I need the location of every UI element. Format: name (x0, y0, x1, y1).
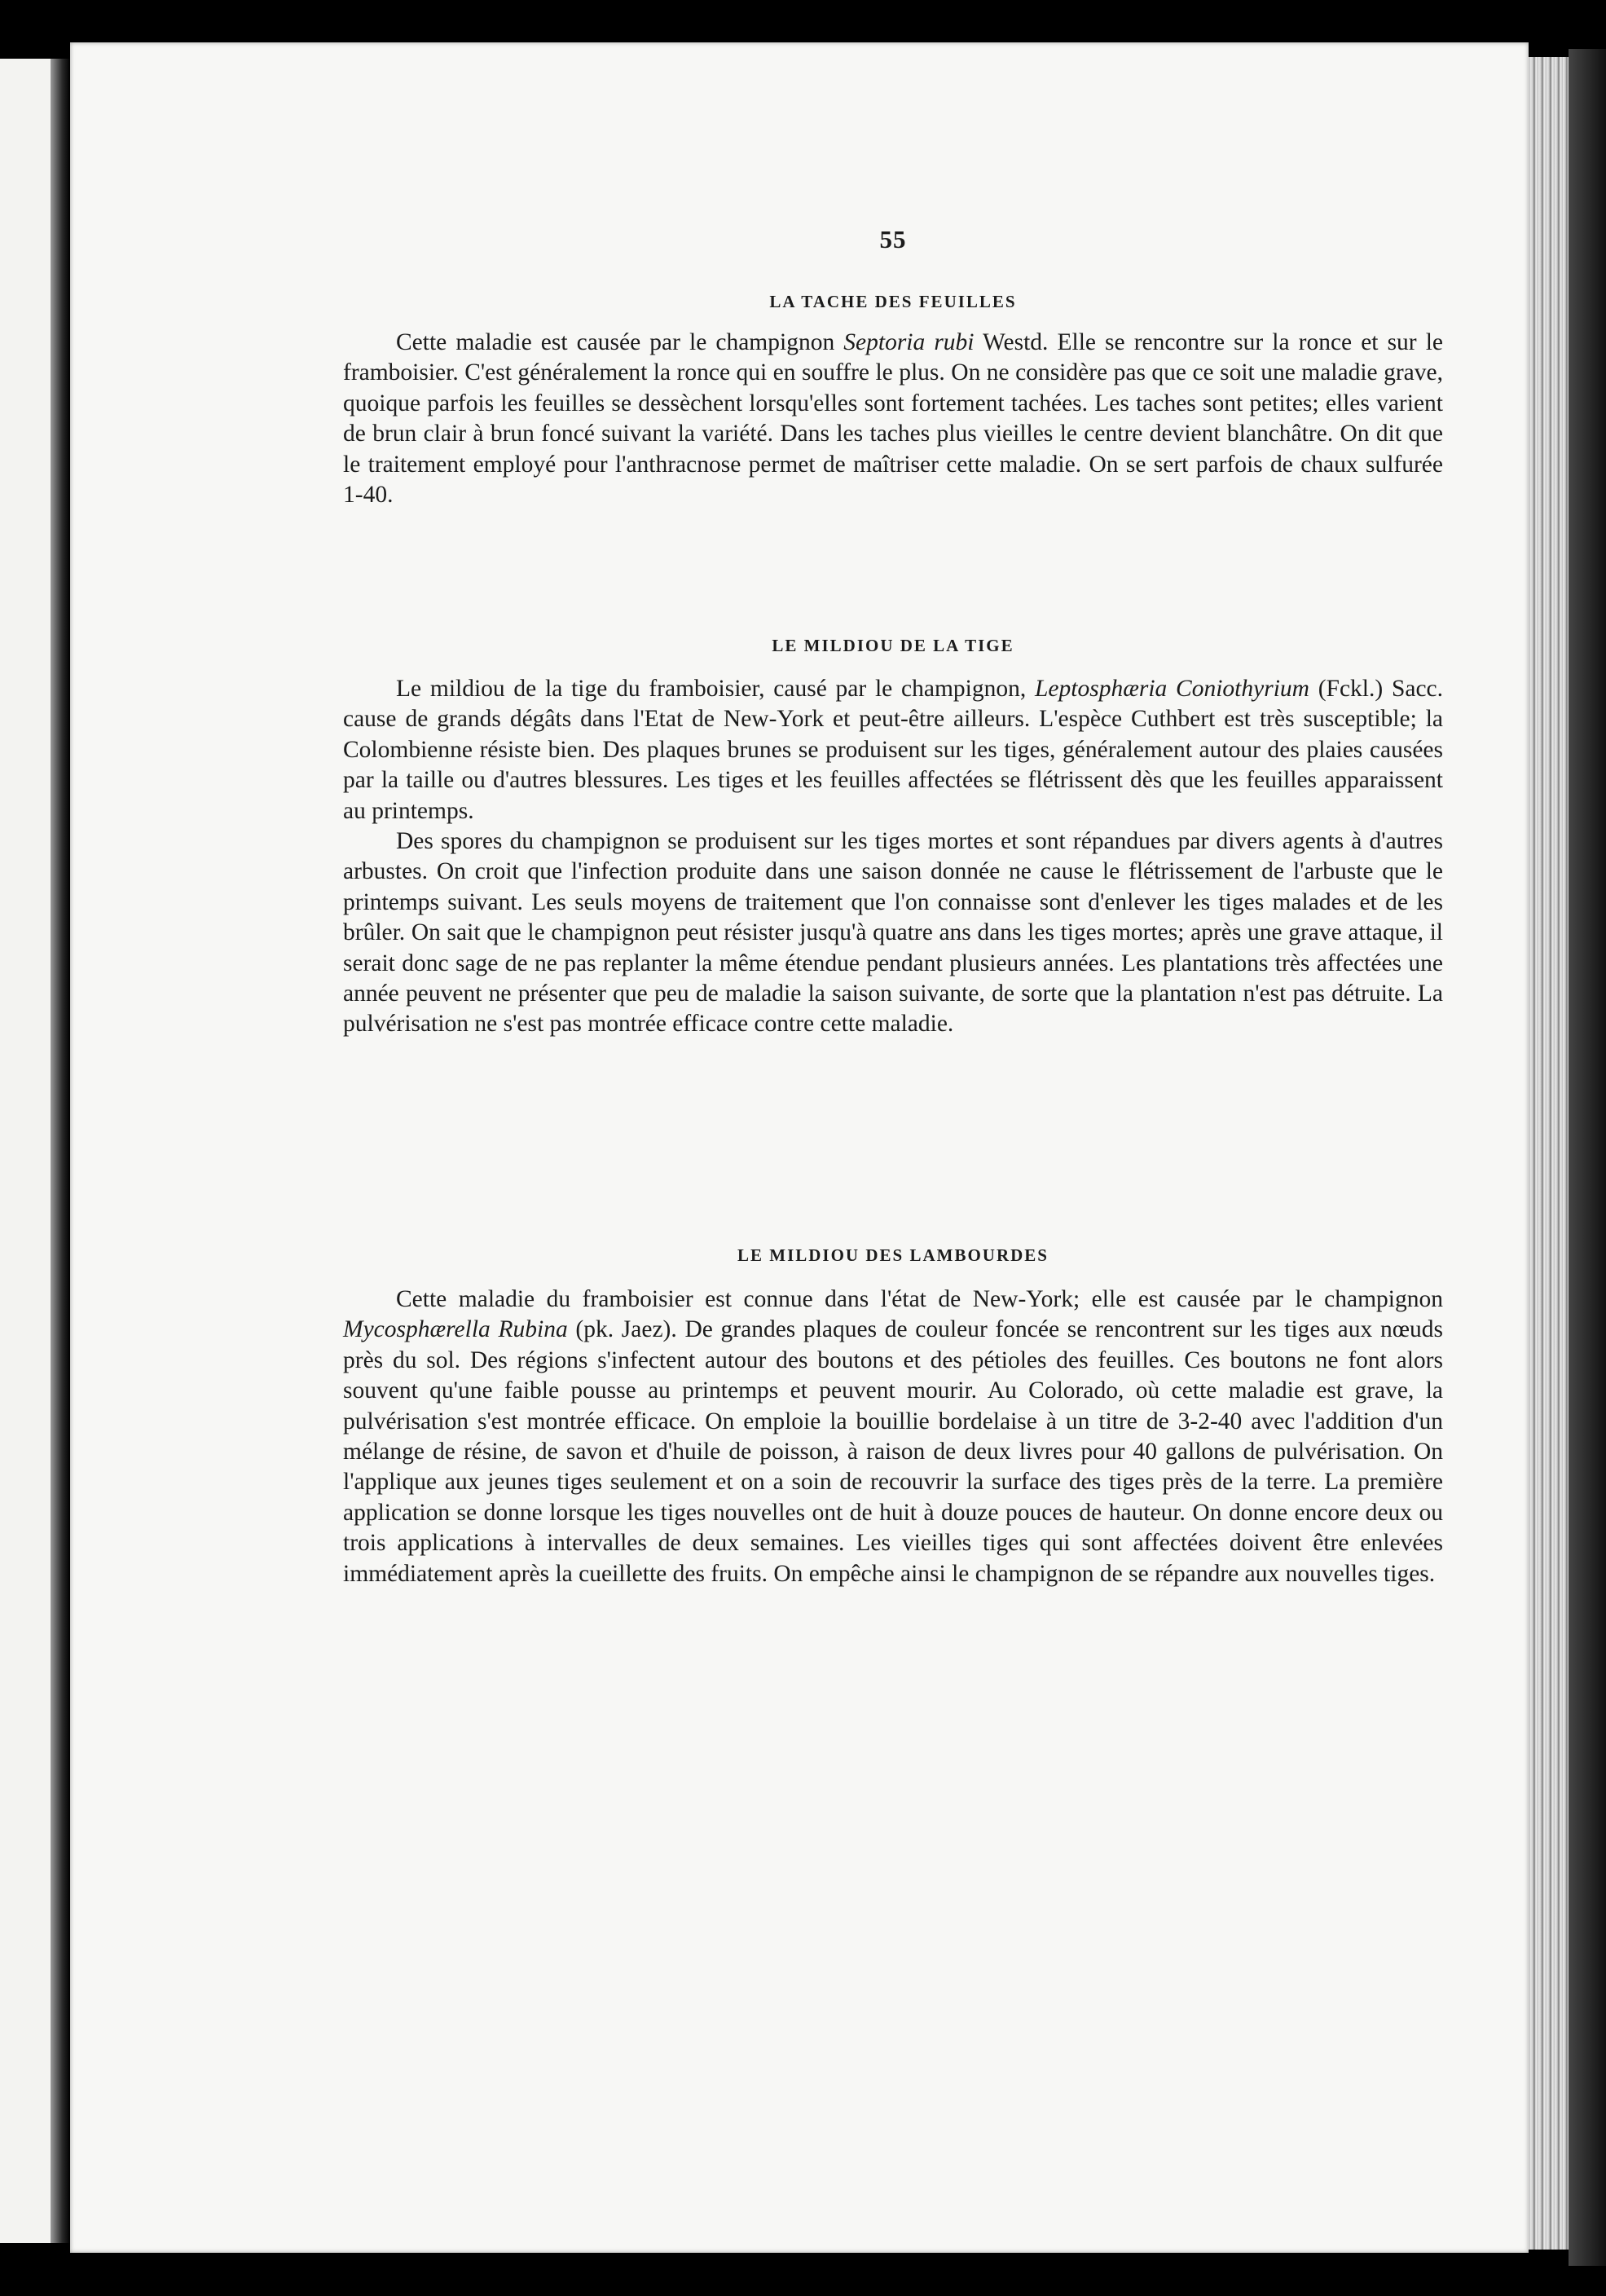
section-body-mildiou-lambourdes (343, 1285, 1443, 1589)
paragraph-text: Cette maladie du framboisier est connue dans l'état de New-York; elle est causée par le champignon (396, 1286, 1443, 1312)
paragraph-text: (pk. Jaez). De grandes plaques de couleur foncée se rencontrent sur les tiges aux nœuds près du sol. Des régions s'infectent autour des boutons et des pétioles des feuilles. Ces boutons ne font alors souvent qu'une faible pousse au printemps et peuvent mourir. Au Colorado, où cette maladie est grave, la pulvérisation s'est montrée efficace. On emploie la bouillie bordelaise à un titre de 3-2-40 avec l'addition d'un mélange de résine, de savon et d'huile de poisson, à raison de deux livres pour 40 gallons de pulvérisation. On l'applique aux jeunes tiges seulement et on a soin de recouvrir la surface des tiges près de la terre. La première application se donne lorsque les tiges nouvelles ont de huit à douze pouces de hauteur. On donne encore deux ou trois applications à intervalles de deux semaines. Les vieilles tiges qui sont affectées doivent être enlevées immédiatement après la cueillette des fruits. On empêche ainsi le champignon de se répandre aux nouvelles tiges. (343, 1316, 1443, 1587)
italic-species-name: Leptosphæria Coniothyrium (1035, 676, 1309, 702)
paragraph-text: (Fckl.) Sacc. cause de grands dégâts dans l'Etat de New-York et peut-être ailleurs. L'espèce Cuthbert est très susceptible; la Colombienne résiste bien. Des plaques brunes se produisent sur les tiges, généralement autour des plaies causées par la taille ou d'autres blessures. Les tiges et les feuilles affectées se flétrissent dès que les feuilles apparaissent au printemps. (343, 676, 1444, 824)
paragraph (343, 1285, 1443, 1589)
italic-species-name: Mycosphærella Rubina (343, 1316, 568, 1343)
facing-page-edge (0, 59, 57, 2243)
page-stack-edge (1522, 57, 1574, 2250)
paragraph (343, 674, 1443, 826)
section-body-tache (343, 328, 1443, 510)
paragraph (343, 328, 1443, 510)
italic-species-name: Septoria rubi (843, 329, 975, 355)
paragraph-text: Des spores du champignon se produisent sur les tiges mortes et sont répandues par divers agents à d'autres arbustes. On croit que l'infection produite dans une saison donnée ne cause le flétrissement de l'arbuste que le printemps suivant. Les seuls moyens de traitement que l'on connaisse sont d'enlever les tiges malades et de les brûler. On sait que le champignon peut résister jusqu'à quatre ans dans les tiges mortes; après une grave attaque, il serait donc sage de ne pas replanter la même étendue pendant plusieurs années. Les plantations très affectées une année peuvent ne présenter que peu de maladie la saison suivante, de sorte que la plantation n'est pas détruite. La pulvérisation ne s'est pas montrée efficace contre cette maladie. (343, 828, 1443, 1038)
paragraph (343, 826, 1443, 1040)
book-page (70, 42, 1529, 2253)
paragraph-text: Cette maladie est causée par le champignon (396, 329, 844, 355)
paragraph-text: Le mildiou de la tige du framboisier, causé par le champignon, (396, 676, 1036, 702)
book-edge-shadow (1569, 49, 1606, 2266)
paragraph-text: Westd. Elle se rencontre sur la ronce et sur le framboisier. C'est généralement la ronce qui en souffre le plus. On ne considère pas que ce soit une maladie grave, quoique parfois les feuilles se dessèchent lorsqu'elles sont fortement tachées. Les taches sont petites; elles varient de brun clair à brun foncé suivant la variété. Dans les taches plus vieilles le centre devient blanchâtre. On dit que le traitement employé pour l'anthracnose permet de maîtriser cette maladie. On se sert parfois de chaux sulfurée 1-40. (343, 329, 1443, 509)
section-body-mildiou-tige (343, 674, 1443, 1040)
page-number: 55 (879, 225, 907, 253)
section-heading-mildiou-lambourdes: LE MILDIOU DES LAMBOURDES (737, 1245, 1049, 1265)
section-heading-tache: LA TACHE DES FEUILLES (769, 292, 1017, 311)
book-gutter (51, 59, 70, 2243)
section-heading-mildiou-tige: LE MILDIOU DE LA TIGE (772, 636, 1014, 655)
